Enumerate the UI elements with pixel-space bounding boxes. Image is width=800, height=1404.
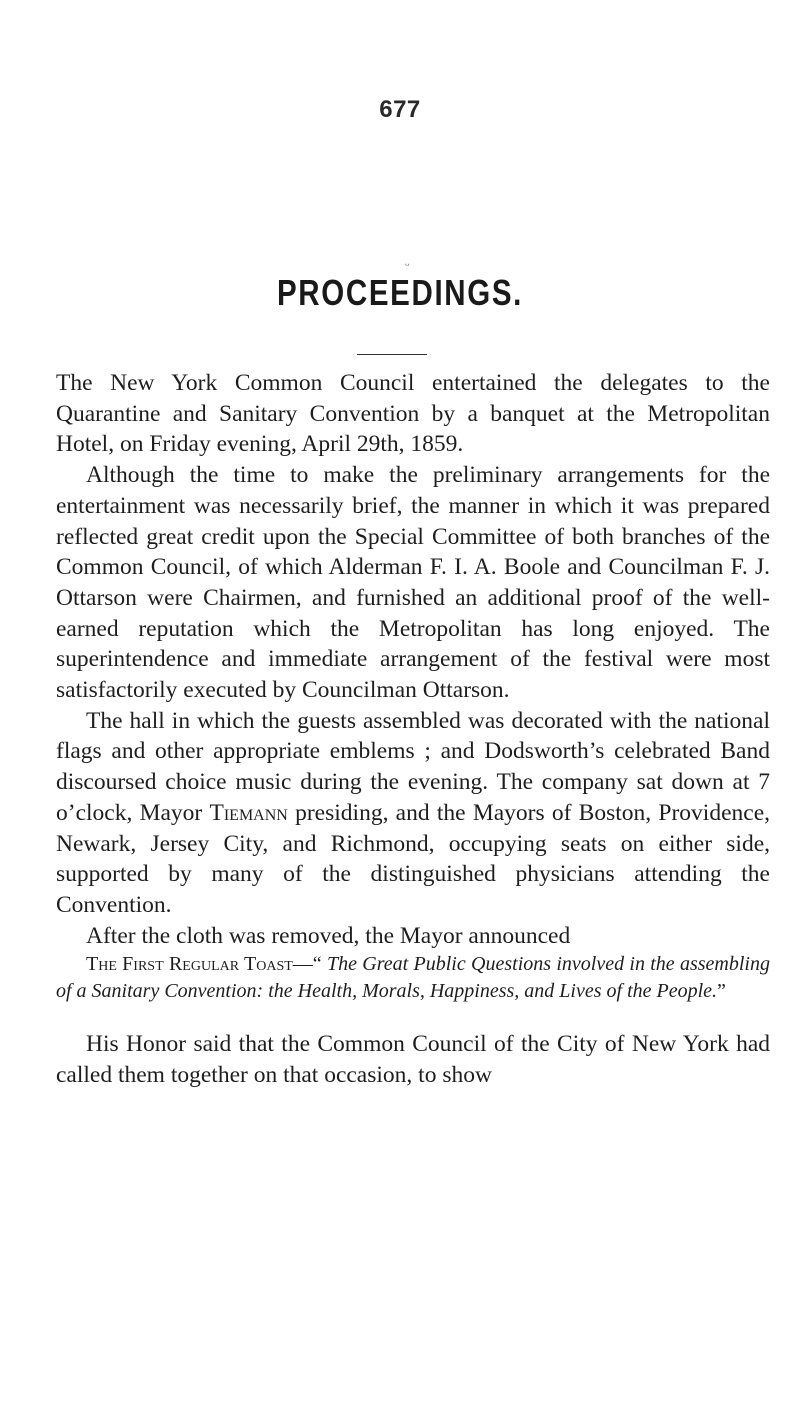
paragraph-5-text: His Honor said that the Common Council of the City of New York had called them together on that occasion, to show [56, 1031, 770, 1089]
section-heading: PROCEEDINGS. [276, 272, 524, 313]
page-number: 677 [379, 96, 421, 123]
print-speck: ᴗ [405, 258, 410, 268]
paragraph-3-start: The hall in which the guests assembled was decorated with the national flags and other appropriate emblems ; and Dodsworth’s celebrated Band discoursed choice music during the evening. The company sat down at 7 o’clock, Mayor [56, 707, 770, 826]
heading-rule [357, 354, 427, 355]
paragraph-2 [56, 460, 770, 706]
toast-lead: The First Regular Toast [86, 953, 293, 976]
body-text [56, 368, 770, 1091]
toast-dash: —“ [292, 953, 327, 976]
paragraph-4 [56, 921, 770, 952]
toast-quote: The Great Public Questions involved in the assembling of a Sanitary Convention: the Health, Morals, Happiness, and Lives of the People. [56, 953, 770, 1003]
paragraph-4-text: After the cloth was removed, the Mayor announced [86, 922, 571, 949]
first-toast [56, 951, 770, 1005]
paragraph-1-text: The New York Common Council entertained the delegates to the Quarantine and Sanitary Convention by a banquet at the Metropolitan Hotel, on Friday evening, April 29th, 1859. [56, 370, 770, 458]
mayor-name: Tiemann [209, 799, 288, 826]
paragraph-5 [56, 1029, 770, 1090]
paragraph-2-text: Although the time to make the preliminary arrangements for the entertainment was necessarily brief, the manner in which it was prepared reflected great credit upon the Special Committee of both branches of the Common Council, of which Alderman F. I. A. Boole and Councilman F. J. Ottarson were Chairmen, and furnished an additional proof of the well-earned reputation which the Metropolitan has long enjoyed. The superintendence and immediate arrangement of the festival were most satisfactorily executed by Councilman Ottarson. [56, 462, 770, 704]
toast-close: ” [717, 980, 726, 1003]
paragraph-1 [56, 368, 770, 460]
paragraph-3 [56, 706, 770, 921]
paragraph-3-end: presiding, and the Mayors of Boston, Providence, Newark, Jersey City, and Richmond, occupying seats on either side, supported by many of the distinguished physicians attending the Convention. [56, 799, 770, 918]
